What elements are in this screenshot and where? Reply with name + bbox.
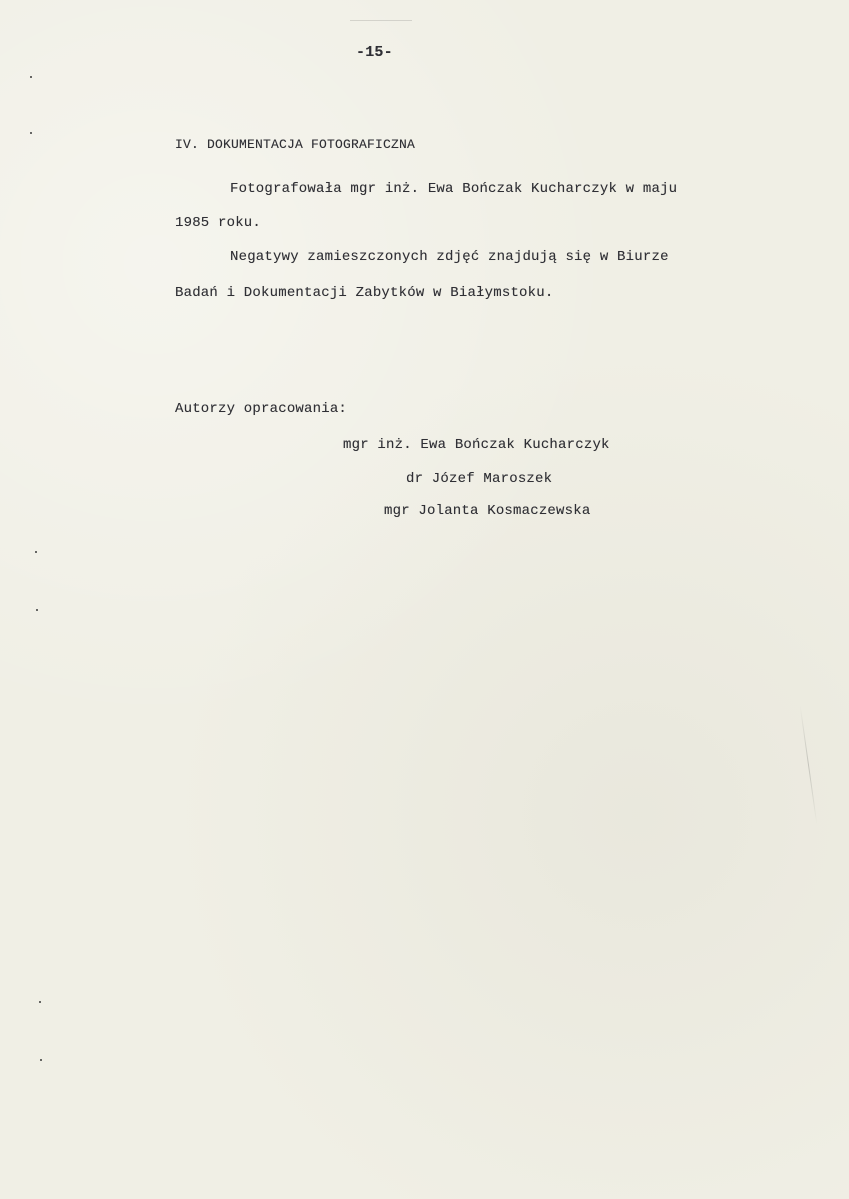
scan-speck [30,132,32,134]
author-name-2: dr Józef Maroszek [406,471,553,487]
page-number: -15- [356,44,393,61]
scan-speck [40,1059,42,1061]
authors-label: Autorzy opracowania: [175,401,348,417]
author-name-3: mgr Jolanta Kosmaczewska [384,503,591,519]
scan-speck [39,1001,41,1003]
paragraph-line-3: Negatywy zamieszczonych zdjęć znajdują się w Biurze [230,249,669,265]
paragraph-line-4: Badań i Dokumentacji Zabytków w Białymstoku. [175,285,554,301]
author-name-1: mgr inż. Ewa Bończak Kucharczyk [343,437,610,453]
scan-speck [30,76,32,78]
scan-speck [35,551,37,553]
scan-speck [36,609,38,611]
paragraph-line-1: Fotografowała mgr inż. Ewa Bończak Kucharczyk w maju [230,181,678,197]
top-rule [350,20,412,21]
scan-artifact-line [800,706,818,825]
section-heading: IV. DOKUMENTACJA FOTOGRAFICZNA [175,137,416,152]
paragraph-line-2: 1985 roku. [175,215,262,231]
